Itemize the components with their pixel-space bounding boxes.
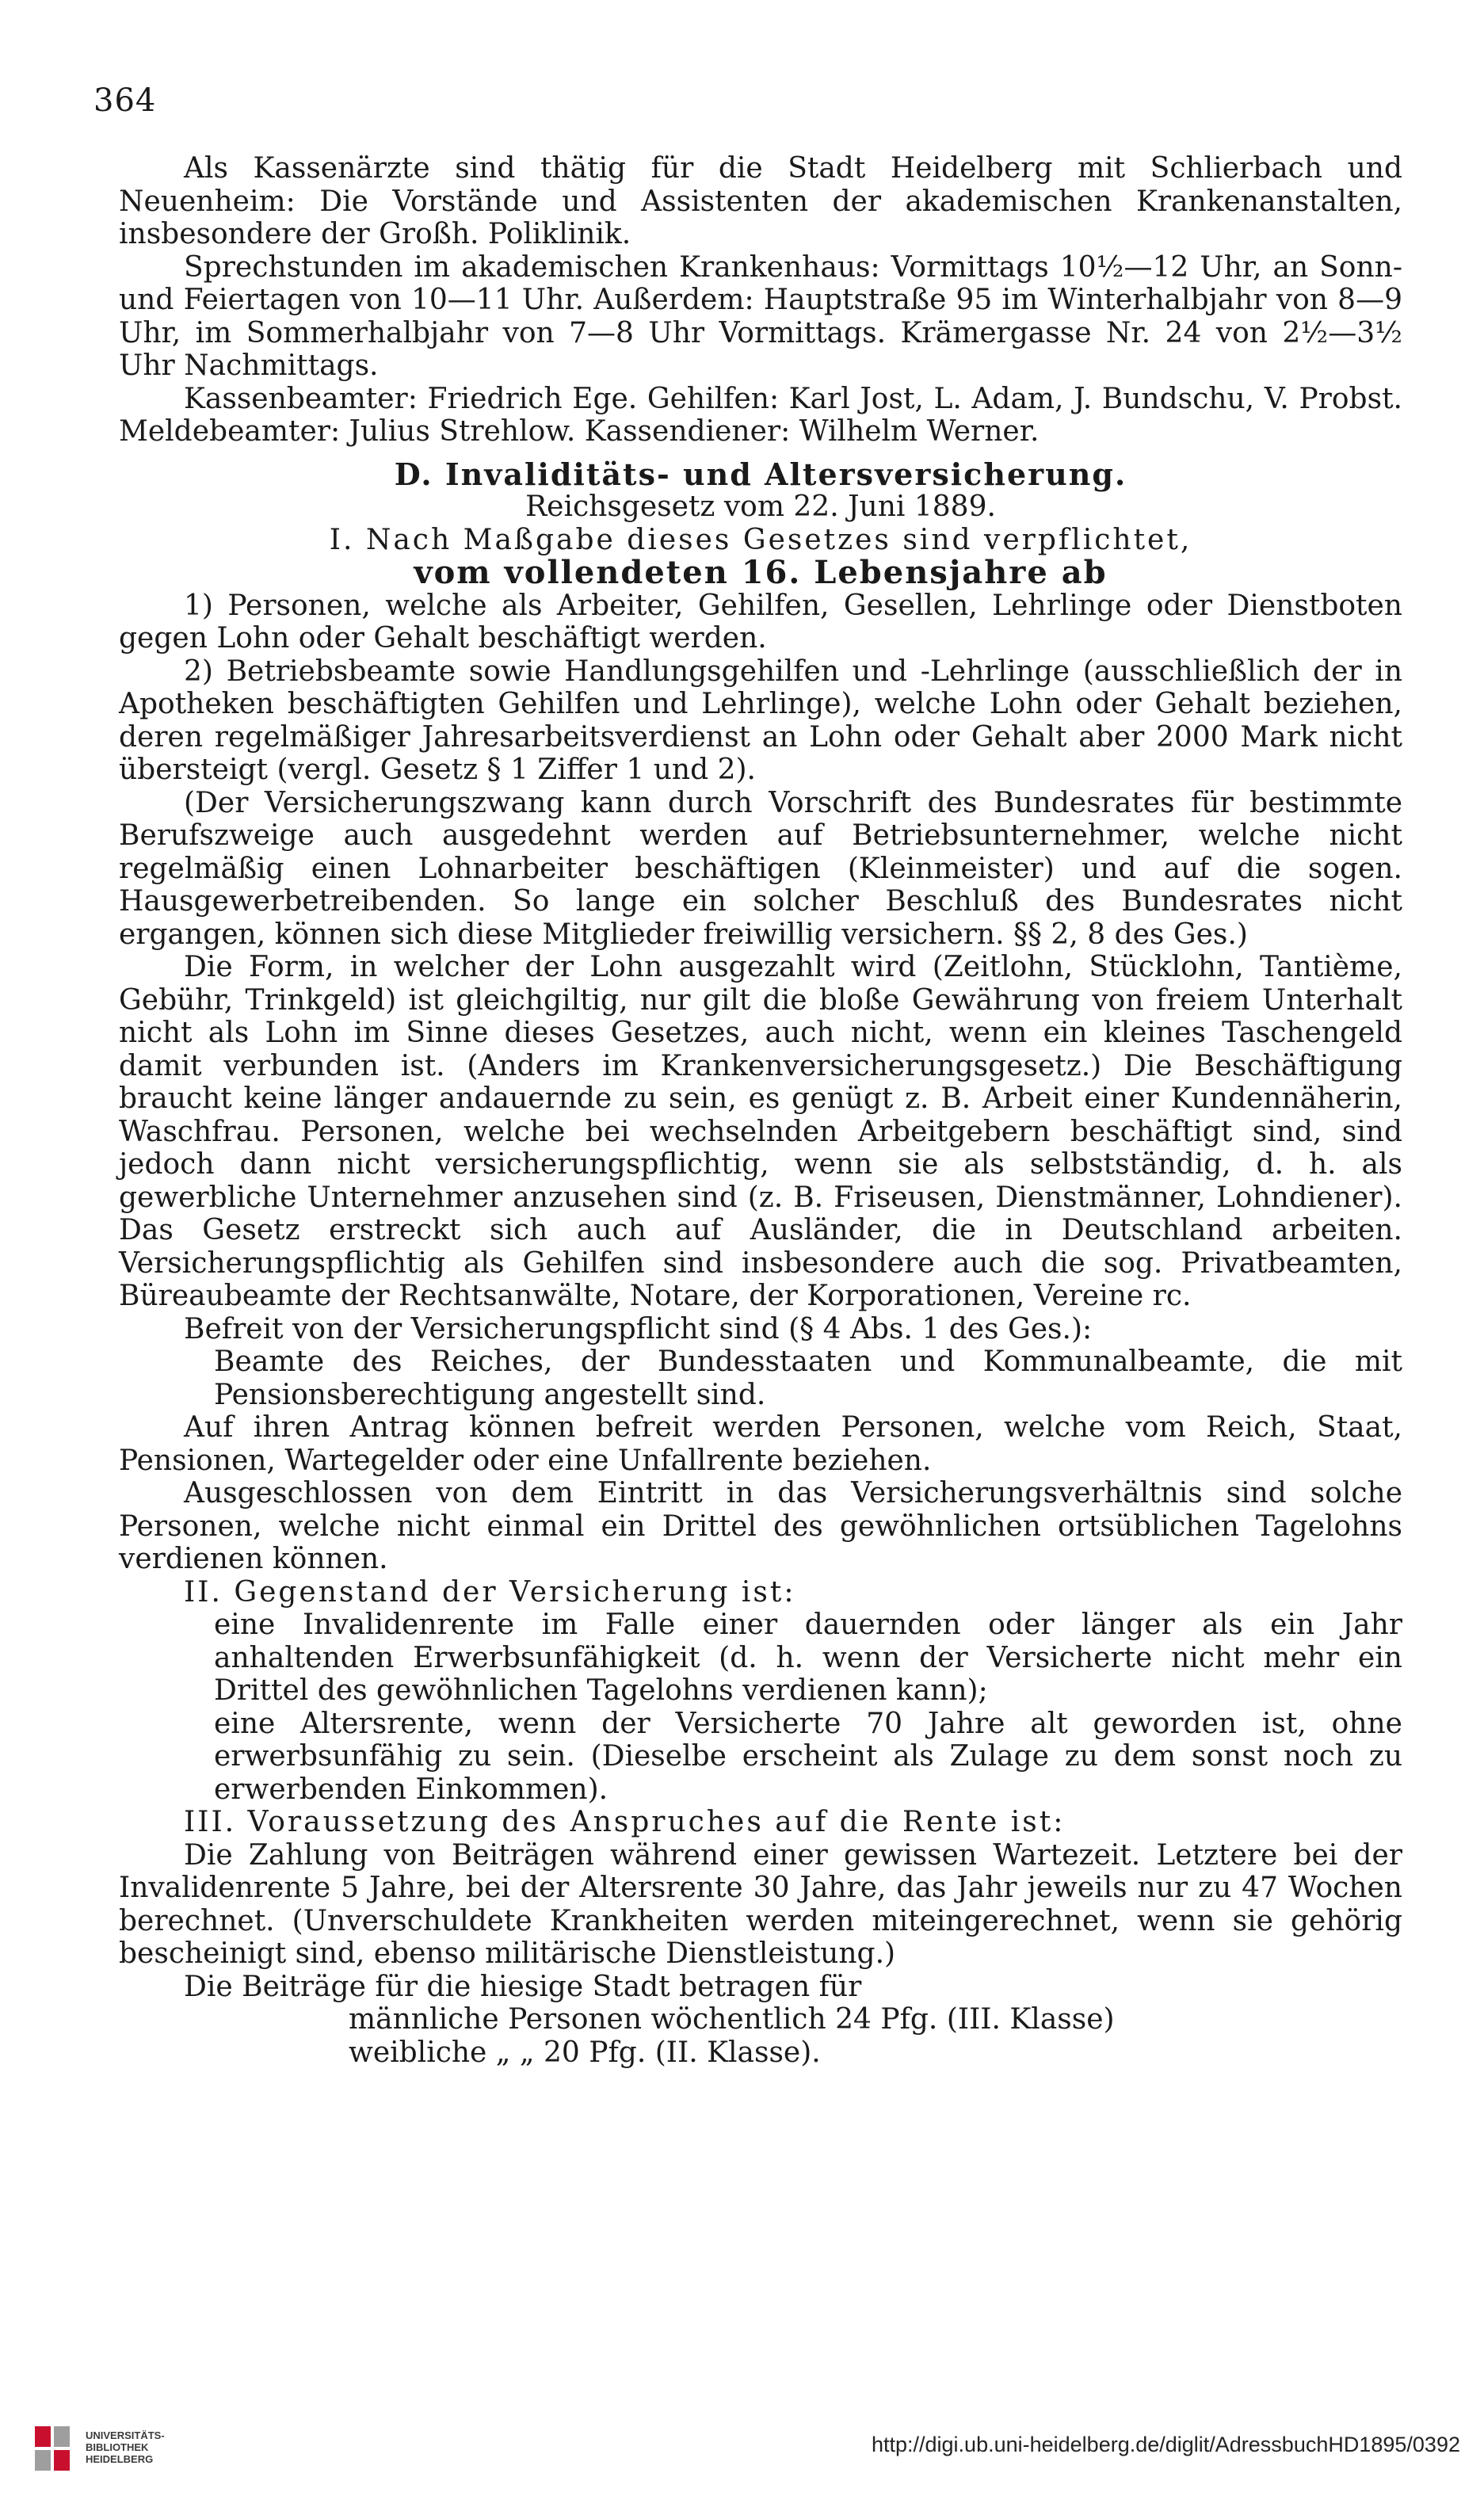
age-heading: vom vollendeten 16. Lebensjahre ab bbox=[414, 554, 1108, 591]
paragraph-item-2: 2) Betriebsbeamte sowie Handlungsgehilfen und -Lehrlinge (ausschließlich der in Apotheken beschäftigten Gehilfen und Lehrlinge), welche Lohn oder Gehalt beziehen, deren regelmäßiger Jahresarbeitsverdienst an Lohn oder Gehalt aber 2000 Mark nicht übersteigt (vergl. Gesetz § 1 Ziffer 1 und 2). bbox=[119, 655, 1402, 786]
library-name-line: BIBLIOTHEK bbox=[86, 2441, 149, 2453]
paragraph-beamte: Beamte des Reiches, der Bundesstaaten und Kommunalbeamte, die mit Pensionsberechtigung angestellt sind. bbox=[214, 1345, 1402, 1411]
paragraph-befreit: Befreit von der Versicherungspflicht sind (§ 4 Abs. 1 des Ges.): bbox=[184, 1312, 1093, 1345]
paragraph-beitraege-stadt: Die Beiträge für die hiesige Stadt betragen für bbox=[184, 1970, 862, 2003]
university-library-logo-icon bbox=[33, 2425, 73, 2472]
paragraph-item-1: 1) Personen, welche als Arbeiter, Gehilfen, Gesellen, Lehrlinge oder Dienstboten gegen Lohn oder Gehalt beschäftigt werden. bbox=[119, 589, 1402, 655]
library-name-line: UNIVERSITÄTS- bbox=[86, 2429, 165, 2441]
law-reference: Reichsgesetz vom 22. Juni 1889. bbox=[525, 490, 996, 523]
page-body bbox=[119, 152, 1402, 2069]
paragraph-kassenbeamter: Kassenbeamter: Friedrich Ege. Gehilfen: Karl Jost, L. Adam, J. Bundschu, V. Probst. Meldebeamter: Julius Strehlow. Kassendiener: Wilhelm Werner. bbox=[119, 382, 1402, 448]
section-heading-iii: III. Voraussetzung des Anspruches auf die Rente ist: bbox=[184, 1806, 1066, 1838]
library-name-line: HEIDELBERG bbox=[86, 2453, 154, 2465]
paragraph-beitraege-zahlung: Die Zahlung von Beiträgen während einer gewissen Wartezeit. Letztere bei der Invalidenrente 5 Jahre, bei der Altersrente 30 Jahre, das Jahr jeweils nur zu 47 Wochen berechnet. (Unverschuldete Krankheiten werden miteingerechnet, wenn sie gehörig bescheinigt sind, ebenso militärische Dienstleistung.) bbox=[119, 1838, 1402, 1970]
paragraph-antrag: Auf ihren Antrag können befreit werden Personen, welche vom Reich, Staat, Pensionen, Wartegelder oder eine Unfallrente beziehen. bbox=[119, 1411, 1402, 1477]
section-heading-ii: II. Gegenstand der Versicherung ist: bbox=[184, 1575, 796, 1609]
paragraph-sprechstunden: Sprechstunden im akademischen Krankenhaus: Vormittags 10½—12 Uhr, an Sonn- und Feiertagen von 10—11 Uhr. Außerdem: Hauptstraße 95 im Winterhalbjahr von 8—9 Uhr, im Sommerhalbjahr von 7—8 Uhr Vormittags. Krämergasse Nr. 24 von 2½—3½ Uhr Nachmittags. bbox=[119, 250, 1402, 382]
paragraph-versicherungszwang: (Der Versicherungszwang kann durch Vorschrift des Bundesrates für bestimmte Berufszweige auch ausgedehnt werden auf Betriebsunternehmer, welche nicht regelmäßig einen Lohnarbeiter beschäftigen (Kleinmeister) und auf die sogen. Hausgewerbetreibenden. So lange ein solcher Beschluß des Bundesrates nicht ergangen, können sich diese Mitglieder freiwillig versichern. §§ 2, 8 des Ges.) bbox=[119, 786, 1402, 951]
paragraph-altersrente: eine Altersrente, wenn der Versicherte 70 Jahre alt geworden ist, ohne erwerbsunfähig zu sein. (Dieselbe erscheint als Zulage zu dem sonst noch zu erwerbenden Einkommen). bbox=[214, 1707, 1402, 1806]
paragraph-lohnform: Die Form, in welcher der Lohn ausgezahlt wird (Zeitlohn, Stücklohn, Tantième, Gebühr, Trinkgeld) ist gleichgiltig, nur gilt die bloße Gewährung von freiem Unterhalt nicht als Lohn im Sinne dieses Gesetzes, auch nicht, wenn ein kleines Taschengeld damit verbunden ist. (Anders im Krankenversicherungsgesetz.) Die Beschäftigung braucht keine länger andauernde zu sein, es genügt z. B. Arbeit einer Kundennäherin, Waschfrau. Personen, welche bei wechselnden Arbeitgebern beschäftigt sind, sind jedoch dann nicht versicherungspflichtig, wenn sie als selbstständig, d. h. als gewerbliche Unternehmer anzusehen sind (z. B. Friseusen, Dienstmänner, Lohndiener). Das Gesetz erstreckt sich auch auf Ausländer, die in Deutschland arbeiten. Versicherungspflichtig als Gehilfen sind insbesondere auch die sog. Privatbeamten, Büreaubeamte der Rechtsanwälte, Notare, der Korporationen, Vereine rc. bbox=[119, 951, 1402, 1312]
rate-male: männliche Personen wöchentlich 24 Pfg. (III. Klasse) bbox=[349, 2003, 1115, 2036]
source-url-link[interactable]: http://digi.ub.uni-heidelberg.de/diglit/AdressbuchHD1895/0392 bbox=[871, 2433, 1460, 2456]
section-heading-d: D. Invaliditäts- und Altersversicherung. bbox=[394, 456, 1127, 492]
page-number: 364 bbox=[93, 82, 157, 119]
rate-female: weibliche „ „ 20 Pfg. (II. Klasse). bbox=[349, 2036, 821, 2069]
section-heading-i: I. Nach Maßgabe dieses Gesetzes sind verpflichtet, bbox=[329, 523, 1192, 556]
library-name bbox=[86, 2429, 165, 2465]
digitization-footer bbox=[0, 2385, 1484, 2496]
paragraph-ausgeschlossen: Ausgeschlossen von dem Eintritt in das Versicherungsverhältnis sind solche Personen, welche nicht einmal ein Drittel des gewöhnlichen ortsüblichen Tagelohns verdienen können. bbox=[119, 1477, 1402, 1575]
paragraph-invalidenrente: eine Invalidenrente im Falle einer dauernden oder länger als ein Jahr anhaltenden Erwerbsunfähigkeit (d. h. wenn der Versicherte nicht mehr ein Drittel des gewöhnlichen Tagelohns verdienen kann); bbox=[214, 1609, 1402, 1707]
paragraph-kassenaerzte: Als Kassenärzte sind thätig für die Stadt Heidelberg mit Schlierbach und Neuenheim: Die Vorstände und Assistenten der akademischen Krankenanstalten, insbesondere der Großh. Poliklinik. bbox=[119, 152, 1402, 250]
